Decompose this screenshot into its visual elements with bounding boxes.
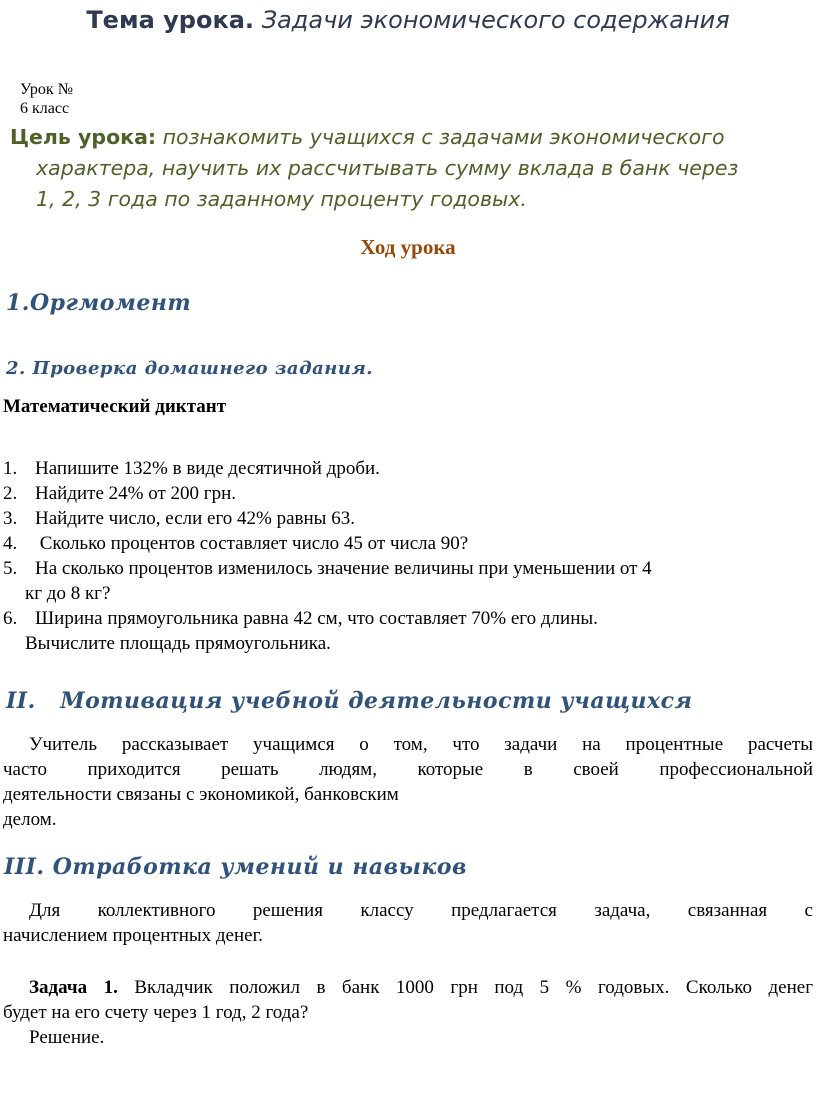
goal-line-3: 1, 2, 3 года по заданному проценту годовых. [36, 187, 527, 211]
dictation-heading: Математический диктант [3, 396, 227, 417]
goal-line-2: характера, научить их рассчитывать сумму вклада в банк через [36, 156, 739, 180]
list-item: 4. Сколько процентов составляет число 45 от числа 90? [3, 533, 469, 554]
lesson-number: Урок № [20, 81, 73, 98]
practice-paragraph: Для коллективного решения классу предлагается задача, связанная с начислением процентных денег. [3, 900, 813, 946]
task-1: Задача 1. Вкладчик положил в банк 1000 грн под 5 % годовых. Сколько денег будет на его счету через 1 год, 2 года? Решение. [3, 977, 813, 1048]
list-item: 3. Найдите число, если его 42% равны 63. [3, 508, 355, 529]
section-skills-practice: III. Отработка умений и навыков [4, 854, 467, 880]
lesson-flow-heading: Ход урока [360, 235, 456, 259]
page-title [0, 6, 816, 34]
list-item-continuation: кг до 8 кг? [25, 583, 111, 604]
title-text: Задачи экономического содержания [261, 6, 730, 34]
list-item: 2. Найдите 24% от 200 грн. [3, 483, 236, 504]
motivation-paragraph: Учитель рассказывает учащимся о том, что задачи на процентные расчеты часто приходится решать людям, которые в своей профессиональной деятельности связаны с экономикой, банковским делом. [3, 734, 813, 830]
goal-line-1: познакомить учащихся с задачами экономического [162, 125, 725, 149]
solution-label: Решение. [29, 1027, 105, 1048]
list-item-continuation: Вычислите площадь прямоугольника. [25, 633, 331, 654]
section-homework-check: 2. Проверка домашнего задания. [6, 358, 374, 379]
section-motivation: II. Мотивация учебной деятельности учащихся [6, 688, 693, 714]
dictation-list [3, 456, 652, 656]
lesson-goal [10, 122, 738, 215]
section-org-moment: 1.Оргмомент [6, 290, 192, 316]
grade-label: 6 класс [20, 100, 70, 117]
task-1-label: Задача 1. [29, 977, 118, 998]
title-label: Тема урока. [86, 6, 255, 34]
list-item: 6. Ширина прямоугольника равна 42 см, что составляет 70% его длины. [3, 608, 598, 629]
goal-label: Цель урока: [10, 125, 157, 149]
list-item: 1. Напишите 132% в виде десятичной дроби. [3, 458, 380, 479]
list-item: 5. На сколько процентов изменилось значение величины при уменьшении от 4 [3, 558, 652, 579]
